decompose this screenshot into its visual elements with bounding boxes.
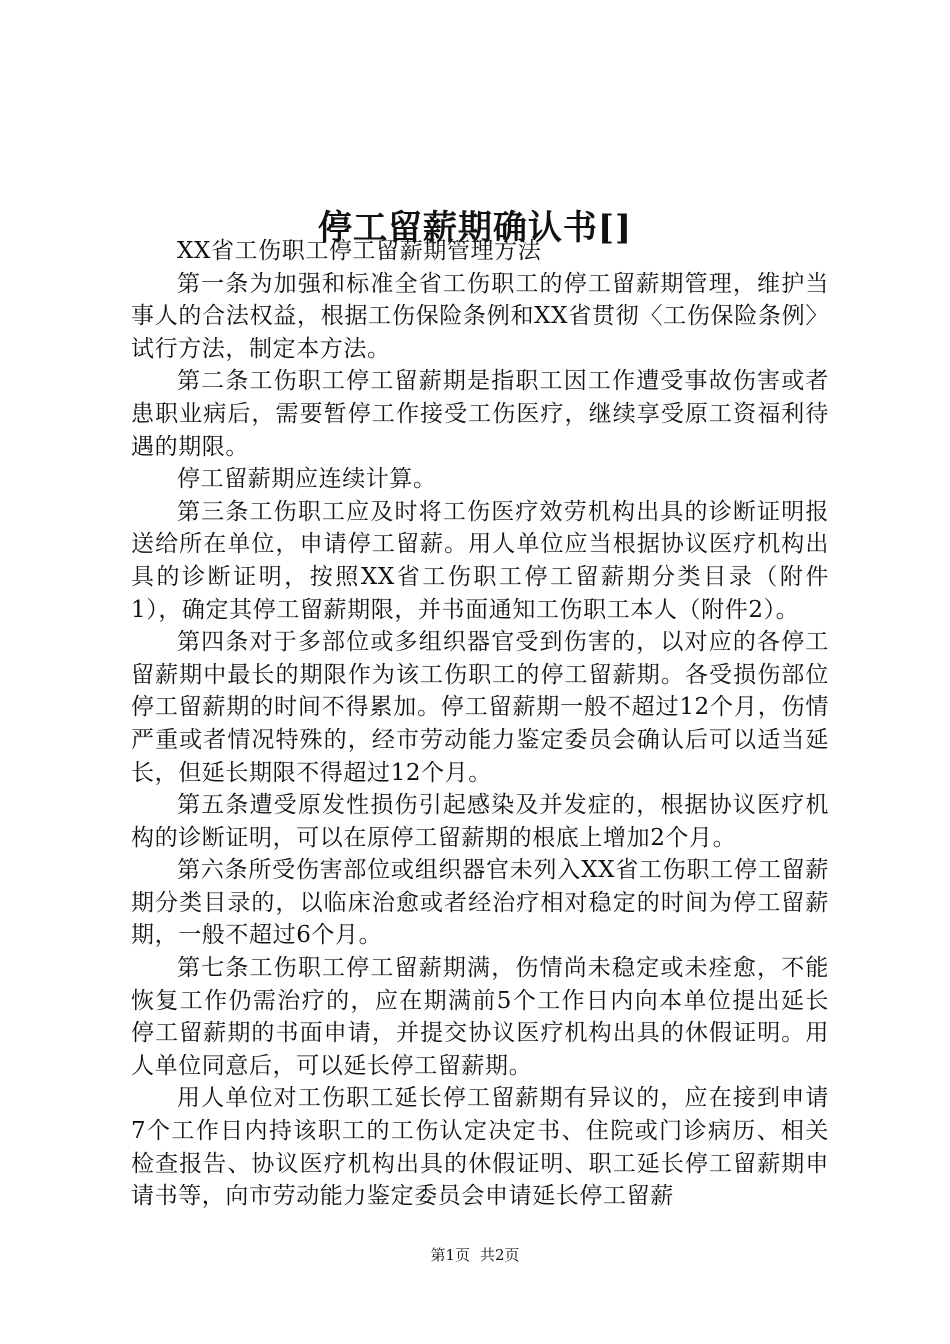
page-title: 停工留薪期确认书[]: [317, 207, 633, 248]
paragraph-article-5: 第五条遭受原发性损伤引起感染及并发症的，根据协议医疗机构的诊断证明，可以在原停工留薪期的根底上增加2个月。: [131, 792, 829, 851]
paragraph-article-4: 第四条对于多部位或多组织器官受到伤害的，以对应的各停工留薪期中最长的期限作为该工伤职工的停工留薪期。各受损伤部位停工留薪期的时间不得累加。停工留薪期一般不超过12个月，伤情严重或者情况特殊的，经市劳动能力鉴定委员会确认后可以适当延长，但延长期限不得超过12个月。: [131, 629, 829, 786]
paragraph-article-6: 第六条所受伤害部位或组织器官未列入XX省工伤职工停工留薪期分类目录的，以临床治愈或者经治疗相对稳定的时间为停工留薪期，一般不超过6个月。: [131, 857, 829, 949]
paragraph-article-1: 第一条为加强和标准全省工伤职工的停工留薪期管理，维护当事人的合法权益，根据工伤保险条例和XX省贯彻〈工伤保险条例〉试行方法，制定本方法。: [131, 270, 829, 362]
paragraph-article-3: 第三条工伤职工应及时将工伤医疗效劳机构出具的诊断证明报送给所在单位，申请停工留薪。用人单位应当根据协议医疗机构出具的诊断证明，按照XX省工伤职工停工留薪期分类目录（附件1），确定其停工留薪期限，并书面通知工伤职工本人（附件2）。: [131, 498, 829, 623]
page-number: 第1页: [430, 1246, 470, 1264]
paragraph-continuous: 停工留薪期应连续计算。: [177, 466, 437, 493]
paragraph-heading: XX省工伤职工停工留薪期管理方法: [177, 238, 542, 264]
paragraph-objection: 用人单位对工伤职工延长停工留薪期有异议的，应在接到申请7个工作日内持该职工的工伤认定决定书、住院或门诊病历、相关检查报告、协议医疗机构出具的休假证明、职工延长停工留薪期申请书等，向市劳动能力鉴定委员会申请延长停工留薪: [131, 1085, 829, 1210]
paragraph-article-2: 第二条工伤职工停工留薪期是指职工因工作遭受事故伤害或者患职业病后，需要暂停工作接受工伤医疗，继续享受原工资福利待遇的期限。: [131, 368, 829, 460]
page-footer: [0, 1245, 950, 1265]
paragraph-article-7: 第七条工伤职工停工留薪期满，伤情尚未稳定或未痊愈，不能恢复工作仍需治疗的，应在期满前5个工作日内向本单位提出延长停工留薪期的书面申请，并提交协议医疗机构出具的休假证明。用人单位同意后，可以延长停工留薪期。: [131, 955, 829, 1079]
document-body: [131, 235, 829, 1213]
page-total: 共2页: [480, 1246, 520, 1264]
